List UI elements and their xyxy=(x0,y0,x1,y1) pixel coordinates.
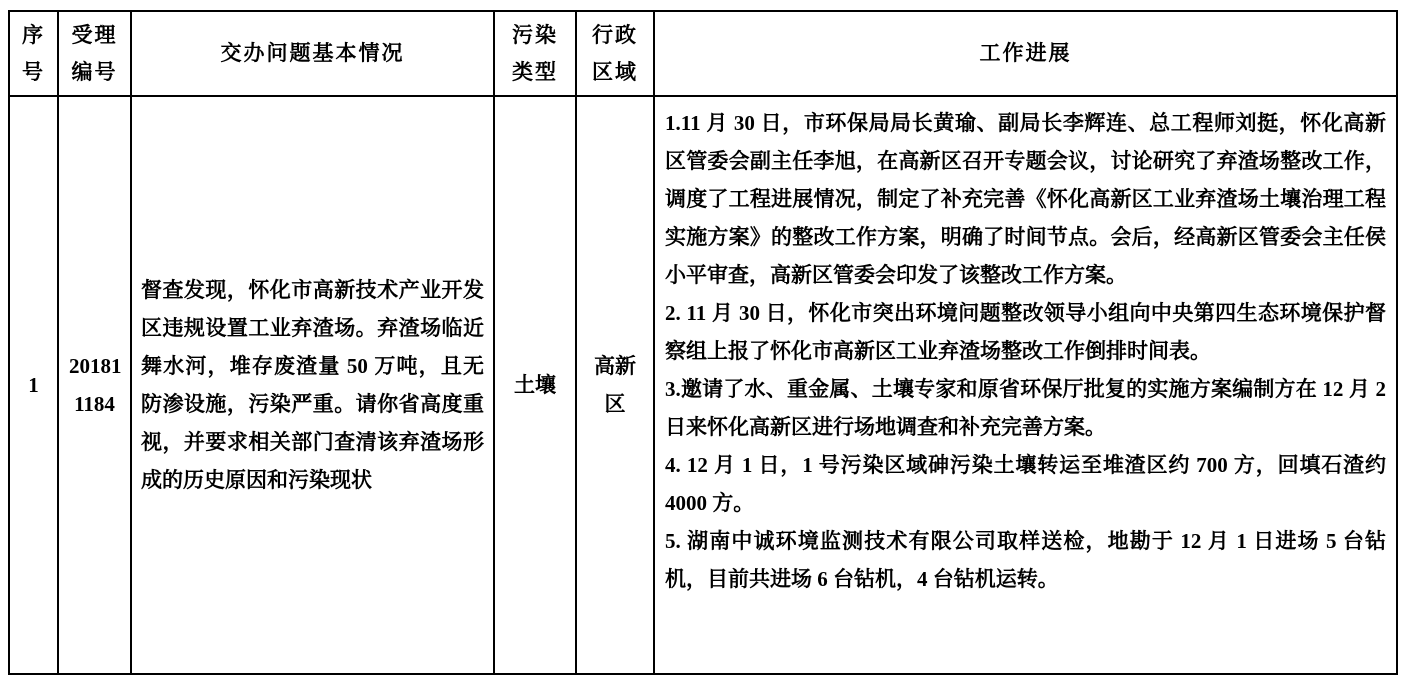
header-case-number: 受理 编号 xyxy=(58,11,131,96)
cell-problem-description xyxy=(131,96,494,674)
cell-case-number: 20181 1184 xyxy=(58,96,131,674)
table-header xyxy=(9,11,1397,96)
cell-admin-region: 高新区 xyxy=(576,96,654,674)
problem-description-text: 督查发现，怀化市高新技术产业开发区违规设置工业弃渣场。弃渣场临近舞水河，堆存废渣量 50 万吨，且无防渗设施，污染严重。请你省高度重视，并要求相关部门查清该弃渣场形成的历史原因和污染现状 xyxy=(141,278,484,492)
cell-serial-number: 1 xyxy=(9,96,58,674)
header-problem-description: 交办问题基本情况 xyxy=(131,11,494,96)
progress-item-2: 2. 11 月 30 日，怀化市突出环境问题整改领导小组向中央第四生态环境保护督察组上报了怀化市高新区工业弃渣场整改工作倒排时间表。 xyxy=(665,301,1386,363)
table-row xyxy=(9,96,1397,674)
progress-item-5: 5. 湖南中诚环境监测技术有限公司取样送检，地勘于 12 月 1 日进场 5 台钻机，目前共进场 6 台钻机，4 台钻机运转。 xyxy=(665,529,1386,591)
progress-item-1: 1.11 月 30 日，市环保局局长黄瑜、副局长李辉连、总工程师刘挺，怀化高新区管委会副主任李旭，在高新区召开专题会议，讨论研究了弃渣场整改工作，调度了工程进展情况，制定了补充完善《怀化高新区工业弃渣场土壤治理工程实施方案》的整改工作方案，明确了时间节点。会后，经高新区管委会主任侯小平审查，高新区管委会印发了该整改工作方案。 xyxy=(665,111,1386,287)
header-work-progress: 工作进展 xyxy=(654,11,1397,96)
work-progress-table xyxy=(8,10,1398,675)
header-pollution-type: 污染 类型 xyxy=(494,11,576,96)
progress-item-4: 4. 12 月 1 日，1 号污染区域砷污染土壤转运至堆渣区约 700 方，回填石渣约 4000 方。 xyxy=(665,453,1386,515)
header-admin-region: 行政 区域 xyxy=(576,11,654,96)
cell-work-progress xyxy=(654,96,1397,674)
progress-item-3: 3.邀请了水、重金属、土壤专家和原省环保厅批复的实施方案编制方在 12 月 2 日来怀化高新区进行场地调查和补充完善方案。 xyxy=(665,377,1386,439)
table-body xyxy=(9,96,1397,674)
header-row xyxy=(9,11,1397,96)
header-serial-number: 序 号 xyxy=(9,11,58,96)
cell-pollution-type: 土壤 xyxy=(494,96,576,674)
